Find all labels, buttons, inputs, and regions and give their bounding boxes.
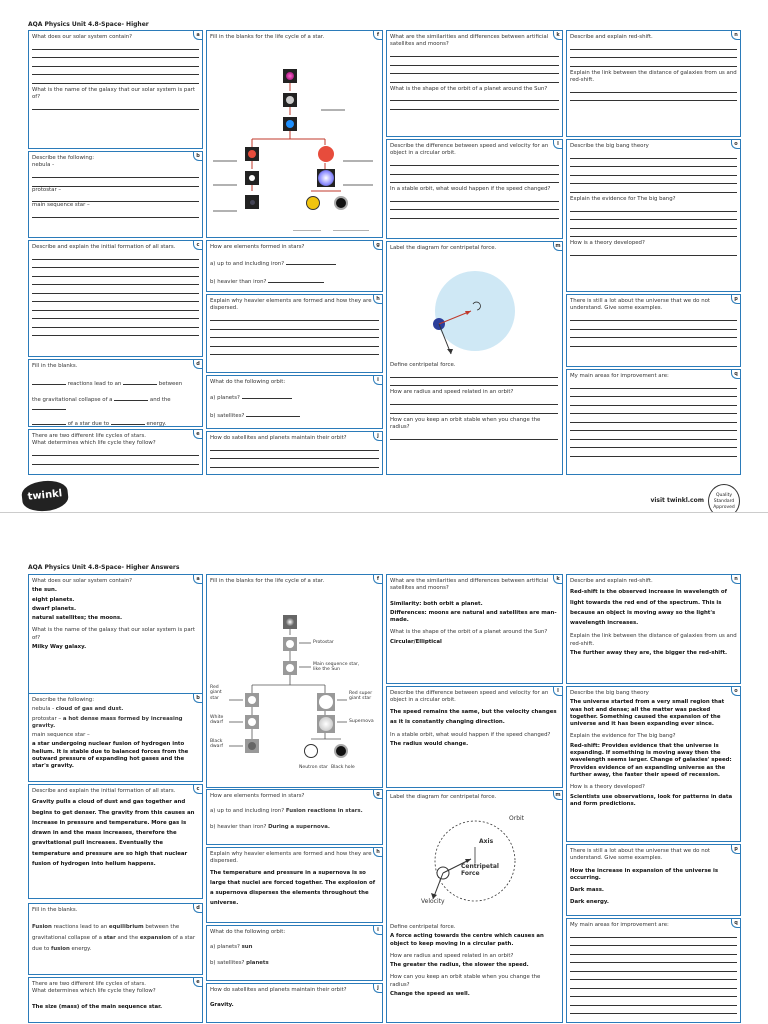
black-hole-icon bbox=[333, 743, 349, 759]
question: Describe the big bang theory bbox=[570, 690, 649, 696]
question: There is still a lot about the universe that we do not understand. Give some examples. bbox=[570, 298, 711, 312]
answer: Dark energy. bbox=[570, 899, 609, 906]
neutron-star-icon bbox=[303, 743, 319, 759]
answer-box-f bbox=[206, 574, 383, 788]
question: There are two different life cycles of stars. bbox=[32, 433, 146, 439]
sub-question: b) satellites? bbox=[210, 959, 245, 966]
red-giant-icon bbox=[245, 693, 259, 707]
box-tag: m bbox=[553, 242, 562, 251]
blank-text: energy. bbox=[146, 421, 167, 427]
question: Explain why heavier elements are formed and how they are dispersed. bbox=[210, 851, 372, 865]
nebula-icon bbox=[283, 615, 297, 629]
box-n bbox=[566, 30, 741, 137]
answer-box-m bbox=[386, 790, 563, 1023]
question: What are the similarities and differences between artificial satellites and moons? bbox=[390, 34, 549, 48]
visit-link[interactable]: visit twinkl.com bbox=[650, 497, 704, 504]
answer: star bbox=[103, 935, 116, 942]
answer-box-h bbox=[206, 847, 383, 923]
blank-text: and the bbox=[115, 935, 140, 942]
centripetal-diagram bbox=[387, 801, 563, 921]
black-dwarf-icon bbox=[245, 739, 259, 753]
label-white-dwarf: White dwarf bbox=[210, 715, 224, 726]
centripetal-diagram bbox=[387, 254, 563, 374]
blank-text: and the bbox=[149, 396, 171, 403]
box-tag: f bbox=[373, 31, 382, 40]
question: What does our solar system contain? bbox=[32, 578, 132, 584]
question: How is a theory developed? bbox=[570, 240, 645, 247]
question: Explain the link between the distance of galaxies from us and red-shift. bbox=[570, 633, 737, 647]
question: How can you keep an orbit stable when you change the radius? bbox=[390, 974, 541, 988]
answer: Fusion bbox=[32, 924, 52, 931]
box-tag: h bbox=[373, 295, 382, 304]
answer: Gravity pulls a cloud of dust and gas together and begins to get denser. The gravity from this causes an increase in pressure and temperature. More gas is drawn in and the mass increases, therefore the gravitational pull increases. Eventually the temperature and pressure are so high that nuclear fusion of hydrogen into helium happens. bbox=[32, 799, 195, 867]
label-black-hole: Black hole bbox=[331, 765, 355, 770]
answer: sun bbox=[241, 944, 253, 951]
answer-box-q bbox=[566, 918, 741, 1023]
box-tag: g bbox=[373, 790, 382, 799]
box-tag: h bbox=[373, 848, 382, 857]
answer-box-g bbox=[206, 789, 383, 845]
answer-box-b bbox=[28, 693, 203, 782]
box-tag: p bbox=[731, 295, 740, 304]
question: There are two different life cycles of stars. bbox=[32, 981, 146, 987]
question: How are elements formed in stars? bbox=[210, 244, 305, 250]
box-tag: l bbox=[553, 687, 562, 696]
blank-text: between the gravitational collapse of a bbox=[32, 924, 180, 942]
answer-box-o bbox=[566, 686, 741, 842]
box-o bbox=[566, 139, 741, 292]
question: Explain the evidence for The big bang? bbox=[570, 195, 676, 202]
box-tag: j bbox=[373, 432, 382, 441]
box-l bbox=[386, 139, 563, 239]
answer: The universe started from a very small region that was hot and dense; all the matter was packed together. Something caused the expansion of the universe and it has been expanding ever since. bbox=[570, 699, 725, 728]
answer-box-a bbox=[28, 574, 203, 706]
answer: planets bbox=[246, 959, 269, 966]
protostar-icon bbox=[283, 637, 297, 651]
question: What is the shape of the orbit of a planet around the Sun? bbox=[390, 85, 548, 92]
supernova-icon bbox=[317, 715, 335, 733]
black-hole-icon bbox=[333, 195, 349, 211]
question: How are elements formed in stars? bbox=[210, 793, 305, 799]
blank-text: energy. bbox=[69, 945, 92, 952]
answer-box-e bbox=[28, 977, 203, 1023]
answer-box-n bbox=[566, 574, 741, 684]
answer: eight planets. bbox=[32, 596, 75, 603]
answer-box-i bbox=[206, 925, 383, 981]
question: What does our solar system contain? bbox=[32, 34, 132, 40]
box-tag: k bbox=[553, 31, 562, 40]
question: Describe the following: bbox=[32, 697, 95, 703]
box-tag: d bbox=[193, 904, 202, 913]
blank-text: reactions lead to an bbox=[51, 924, 109, 931]
question: What is the name of the galaxy that our solar system is part of? bbox=[32, 627, 195, 641]
answer: Scientists use observations, look for patterns in data and form predictions. bbox=[570, 793, 733, 807]
white-dwarf-icon bbox=[245, 715, 259, 729]
label-axis: Axis bbox=[479, 838, 494, 845]
question: How can you keep an orbit stable when you change the radius? bbox=[390, 416, 541, 430]
box-tag: e bbox=[193, 430, 202, 439]
answer: Similarity: both orbit a planet. bbox=[390, 600, 483, 607]
question: Describe the big bang theory bbox=[570, 143, 649, 149]
label-red-super-giant: Red super giant star bbox=[349, 691, 373, 702]
box-tag: a bbox=[193, 575, 202, 584]
box-c bbox=[28, 240, 203, 357]
answer-label: main sequence star – bbox=[32, 202, 90, 209]
answer: The size (mass) of the main sequence star. bbox=[32, 1003, 163, 1010]
worksheet-title: AQA Physics Unit 4.8-Space- Higher bbox=[28, 21, 149, 28]
box-tag: i bbox=[373, 376, 382, 385]
nebula-icon bbox=[283, 69, 297, 83]
box-tag: f bbox=[373, 575, 382, 584]
box-h bbox=[206, 294, 383, 373]
box-k bbox=[386, 30, 563, 137]
label-black-dwarf: Black dwarf bbox=[210, 739, 223, 750]
question: Label the diagram for centripetal force. bbox=[390, 794, 497, 800]
label-supernova: Supernova bbox=[349, 719, 374, 724]
box-p bbox=[566, 294, 741, 367]
red-super-giant-icon bbox=[317, 693, 335, 711]
box-tag: c bbox=[193, 241, 202, 250]
answer: The speed remains the same, but the velocity changes as it is constantly changing direction. bbox=[390, 708, 557, 725]
answer: Circular/Elliptical bbox=[390, 638, 442, 645]
box-b bbox=[28, 151, 203, 238]
box-tag: i bbox=[373, 926, 382, 935]
white-dwarf-icon bbox=[245, 171, 259, 185]
sub-question: b) satellites? bbox=[210, 412, 245, 419]
box-m bbox=[386, 241, 563, 475]
main-sequence-star-icon bbox=[283, 661, 297, 675]
answer-label: nebula - bbox=[32, 706, 55, 713]
answer-box-c bbox=[28, 784, 203, 899]
question: My main areas for improvement are: bbox=[570, 373, 669, 379]
question: Describe the difference between speed and velocity for an object in a circular orbit. bbox=[390, 143, 549, 157]
answer-label: nebula - bbox=[32, 162, 55, 169]
answer-label: protostar – bbox=[32, 186, 62, 193]
star-lifecycle-lines bbox=[207, 575, 383, 788]
question: What do the following orbit: bbox=[210, 929, 286, 935]
box-tag: b bbox=[193, 694, 202, 703]
box-tag: o bbox=[731, 140, 740, 149]
red-giant-icon bbox=[245, 147, 259, 161]
question: What determines which life cycle they follow? bbox=[32, 988, 156, 995]
box-tag: a bbox=[193, 31, 202, 40]
question: Explain why heavier elements are formed and how they are dispersed. bbox=[210, 298, 372, 312]
question: Define centripetal force. bbox=[390, 924, 456, 930]
question: Fill in the blanks. bbox=[32, 363, 78, 369]
box-i bbox=[206, 375, 383, 429]
supernova-icon bbox=[317, 169, 335, 187]
box-q bbox=[566, 369, 741, 475]
neutron-star-icon bbox=[305, 195, 321, 211]
label-protostar: Protostar bbox=[313, 640, 334, 645]
question: Define centripetal force. bbox=[390, 362, 456, 368]
box-j bbox=[206, 431, 383, 475]
protostar-icon bbox=[283, 93, 297, 107]
answer: Dark mass. bbox=[570, 887, 604, 894]
label-main-sequence: Main sequence star, like the Sun bbox=[313, 662, 360, 673]
answer: A force acting towards the centre which causes an object to keep moving in a circular path. bbox=[390, 933, 544, 947]
box-tag: q bbox=[731, 370, 740, 379]
answer: The radius would change. bbox=[390, 741, 469, 748]
label-orbit: Orbit bbox=[509, 815, 525, 822]
question: How are radius and speed related in an orbit? bbox=[390, 952, 514, 959]
answer: Change the speed as well. bbox=[390, 991, 470, 998]
box-tag: b bbox=[193, 152, 202, 161]
sub-question: a) up to and including iron? bbox=[210, 808, 285, 815]
answer-label: main sequence star – bbox=[32, 732, 90, 739]
answer-box-p bbox=[566, 844, 741, 916]
label-velocity: Velocity bbox=[421, 898, 445, 905]
answer: The greater the radius, the slower the speed. bbox=[390, 962, 529, 969]
answer: equilibrium bbox=[108, 924, 144, 931]
question: My main areas for improvement are: bbox=[570, 922, 669, 928]
answer: How the increase in expansion of the universe is occurring. bbox=[570, 867, 719, 881]
black-dwarf-icon bbox=[245, 195, 259, 209]
answer: Red-shift is the observed increase in wavelength of light towards the red end of the spectrum. This is because an object is moving away so the light's wavelength increases. bbox=[570, 589, 727, 627]
question: Explain the link between the distance of galaxies from us and red-shift. bbox=[570, 69, 737, 84]
question: Describe and explain red-shift. bbox=[570, 578, 653, 584]
question: Fill in the blanks for the life cycle of a star. bbox=[210, 578, 325, 584]
question: How do satellites and planets maintain their orbit? bbox=[210, 435, 347, 441]
box-tag: l bbox=[553, 140, 562, 149]
box-f bbox=[206, 30, 383, 238]
answer: Fusion reactions in stars. bbox=[285, 808, 363, 815]
question: Describe and explain red-shift. bbox=[570, 34, 653, 40]
box-d bbox=[28, 359, 203, 427]
blank-text: of a star due to bbox=[67, 421, 110, 427]
question: What do the following orbit: bbox=[210, 379, 286, 385]
question: Label the diagram for centripetal force. bbox=[390, 245, 497, 251]
box-tag: n bbox=[731, 575, 740, 584]
box-tag: j bbox=[373, 984, 382, 993]
red-super-giant-icon bbox=[317, 145, 335, 163]
answer: the sun. bbox=[32, 587, 57, 594]
label-neutron-star: Neutron star bbox=[299, 765, 328, 770]
answer-box-l bbox=[386, 686, 563, 788]
blank-text: reactions lead to an bbox=[67, 381, 122, 388]
sub-question: a) up to and including iron? bbox=[210, 261, 285, 268]
blank-text: between bbox=[158, 381, 183, 388]
answer: natural satellites; the moons. bbox=[32, 615, 123, 622]
question: How is a theory developed? bbox=[570, 784, 645, 791]
answers-title: AQA Physics Unit 4.8-Space- Higher Answers bbox=[28, 564, 180, 571]
question: What determines which life cycle they follow? bbox=[32, 440, 156, 447]
box-tag: k bbox=[553, 575, 562, 584]
box-tag: p bbox=[731, 845, 740, 854]
box-tag: m bbox=[553, 791, 562, 800]
box-tag: c bbox=[193, 785, 202, 794]
question: What are the similarities and differences between artificial satellites and moons? bbox=[390, 578, 549, 592]
answers-page bbox=[0, 512, 768, 1024]
blank-text: of a star due to bbox=[32, 935, 196, 952]
answer: During a supernova. bbox=[268, 823, 330, 830]
answer: Milky Way galaxy. bbox=[32, 644, 87, 651]
twinkl-logo: twinkl bbox=[21, 479, 70, 514]
question: In a stable orbit, what would happen if the speed changed? bbox=[390, 732, 551, 739]
question: There is still a lot about the universe that we do not understand. Give some examples. bbox=[570, 848, 711, 862]
answer: a star undergoing nuclear fusion of hydrogen into helium. It is stable due to balanced forces from the outward pressure of expanding hot gases and the star's gravity. bbox=[32, 741, 189, 770]
answer: Red-shift: Provides evidence that the universe is expanding. If something is moving away then the wavelength seems larger. Change of galaxies' speed: Provides evidence of an expanding universe as the further away, the faster their speed of recession. bbox=[570, 742, 732, 778]
box-tag: d bbox=[193, 360, 202, 369]
answer: a hot dense mass formed by increasing gravity. bbox=[32, 715, 183, 729]
question: Fill in the blanks for the life cycle of a star. bbox=[210, 34, 325, 40]
box-tag: g bbox=[373, 241, 382, 250]
sub-question: a) planets? bbox=[210, 944, 240, 951]
question: What is the shape of the orbit of a planet around the Sun? bbox=[390, 629, 548, 636]
box-tag: q bbox=[731, 919, 740, 928]
answer-box-d bbox=[28, 903, 203, 975]
question: Describe the difference between speed and velocity for an object in a circular orbit. bbox=[390, 690, 549, 704]
sub-question: b) heavier than iron? bbox=[210, 823, 267, 830]
answer: fusion bbox=[51, 945, 70, 952]
box-a bbox=[28, 30, 203, 149]
answer-box-j bbox=[206, 983, 383, 1023]
question: Explain the evidence for The big bang? bbox=[570, 733, 676, 740]
question: Describe the following: bbox=[32, 155, 95, 161]
label-centripetal-force: Centripetal Force bbox=[461, 863, 499, 877]
blank-text: the gravitational collapse of a bbox=[32, 396, 113, 403]
question: What is the name of the galaxy that our solar system is part of? bbox=[32, 86, 195, 101]
box-g bbox=[206, 240, 383, 292]
box-tag: e bbox=[193, 978, 202, 987]
answer-box-k bbox=[386, 574, 563, 684]
answer: The temperature and pressure in a supernova is so large that nuclei are forced together. The explosion of a supernova disperses the elements throughout the universe. bbox=[210, 869, 376, 907]
star-lifecycle-lines bbox=[207, 31, 383, 231]
sub-question: b) heavier than iron? bbox=[210, 278, 267, 285]
answer: dwarf planets. bbox=[32, 605, 77, 612]
box-tag: n bbox=[731, 31, 740, 40]
box-e bbox=[28, 429, 203, 475]
sub-question: a) planets? bbox=[210, 395, 240, 402]
answer: Differences: moons are natural and satellites are man-made. bbox=[390, 609, 557, 624]
answer: expansion bbox=[139, 935, 171, 942]
question: How are radius and speed related in an orbit? bbox=[390, 389, 514, 396]
answer: The further away they are, the bigger the red-shift. bbox=[570, 649, 728, 656]
question: How do satellites and planets maintain their orbit? bbox=[210, 987, 347, 993]
quality-badge: Quality Standard Approved bbox=[708, 484, 740, 518]
question: Describe and explain the initial formation of all stars. bbox=[32, 788, 176, 794]
question: Fill in the blanks. bbox=[32, 907, 78, 913]
box-tag: o bbox=[731, 687, 740, 696]
label-red-giant: Red giant star bbox=[210, 685, 222, 701]
main-sequence-star-icon bbox=[283, 117, 297, 131]
question: In a stable orbit, what would happen if the speed changed? bbox=[390, 186, 551, 193]
answer: Gravity. bbox=[210, 1002, 234, 1009]
answer: cloud of gas and dust. bbox=[55, 706, 124, 713]
question: Describe and explain the initial formation of all stars. bbox=[32, 244, 176, 250]
answer-label: protostar – bbox=[32, 715, 62, 722]
